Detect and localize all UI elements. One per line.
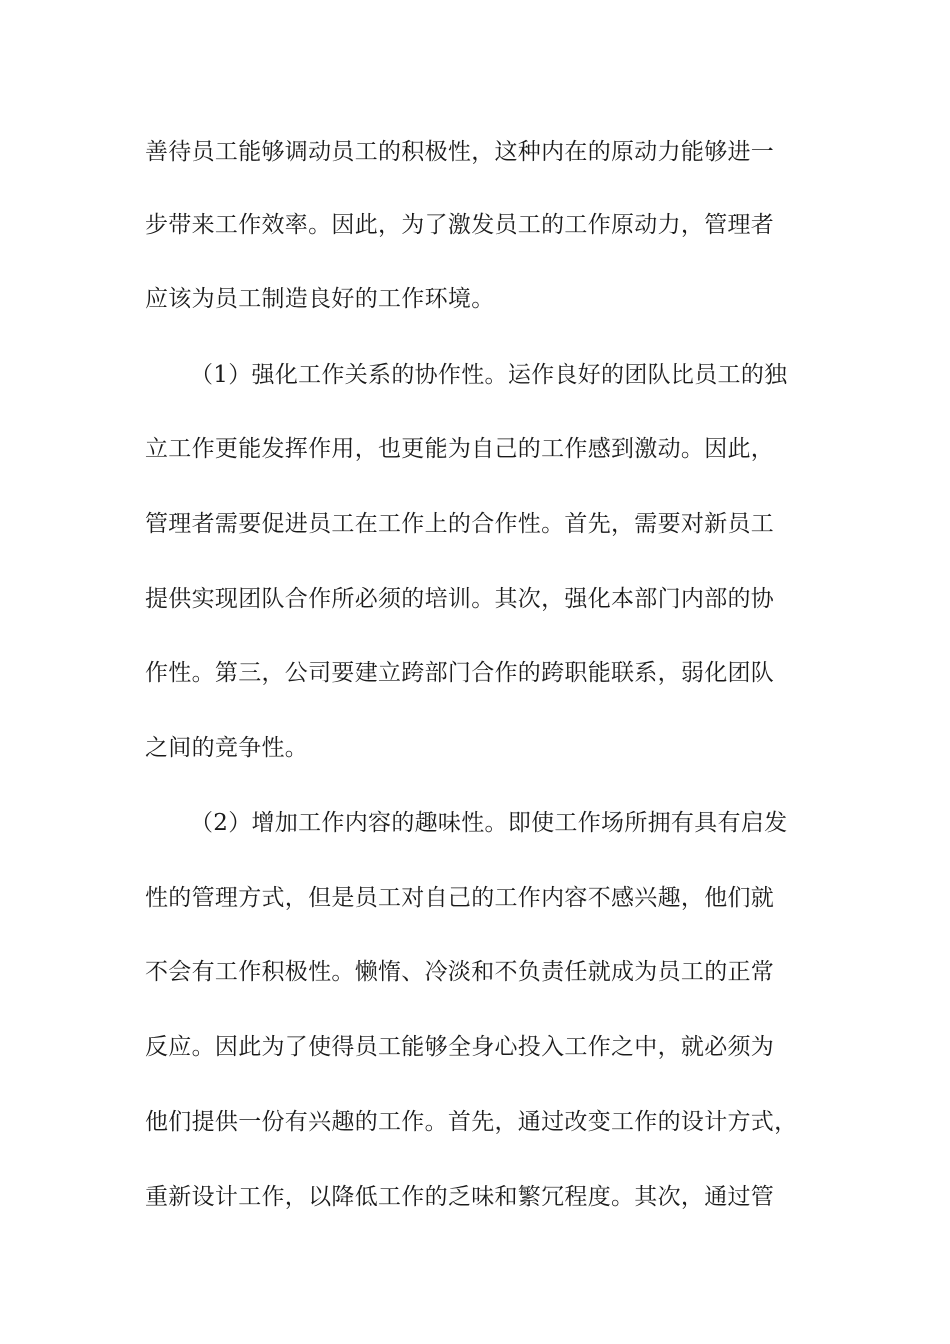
text-line: 提供实现团队合作所必须的培训。其次，强化本部门内部的协	[145, 586, 775, 612]
text-line: 作性。第三，公司要建立跨部门合作的跨职能联系，弱化团队	[145, 660, 775, 686]
text-line: 立工作更能发挥作用，也更能为自己的工作感到激动。因此，	[145, 436, 775, 462]
text-line: 之间的竞争性。	[145, 735, 309, 761]
text-line: 反应。因此为了使得员工能够全身心投入工作之中，就必须为	[145, 1034, 775, 1060]
text-line: 重新设计工作，以降低工作的乏味和繁冗程度。其次，通过管	[145, 1184, 775, 1210]
text-line: 善待员工能够调动员工的积极性，这种内在的原动力能够进一	[145, 139, 775, 165]
text-line: 性的管理方式，但是员工对自己的工作内容不感兴趣，他们就	[145, 885, 775, 911]
text-line: 不会有工作积极性。懒惰、冷淡和不负责任就成为员工的正常	[145, 959, 775, 985]
text-line: 管理者需要促进员工在工作上的合作性。首先，需要对新员工	[145, 511, 775, 537]
text-line: 应该为员工制造良好的工作环境。	[145, 286, 495, 312]
text-line: 他们提供一份有兴趣的工作。首先，通过改变工作的设计方式，	[145, 1109, 798, 1135]
text-line: 步带来工作效率。因此，为了激发员工的工作原动力，管理者	[145, 212, 775, 238]
paragraph-1-first-line: （1）强化工作关系的协作性。运作良好的团队比员工的独	[190, 362, 788, 388]
paragraph-2-first-line: （2）增加工作内容的趣味性。即使工作场所拥有具有启发	[190, 810, 788, 836]
